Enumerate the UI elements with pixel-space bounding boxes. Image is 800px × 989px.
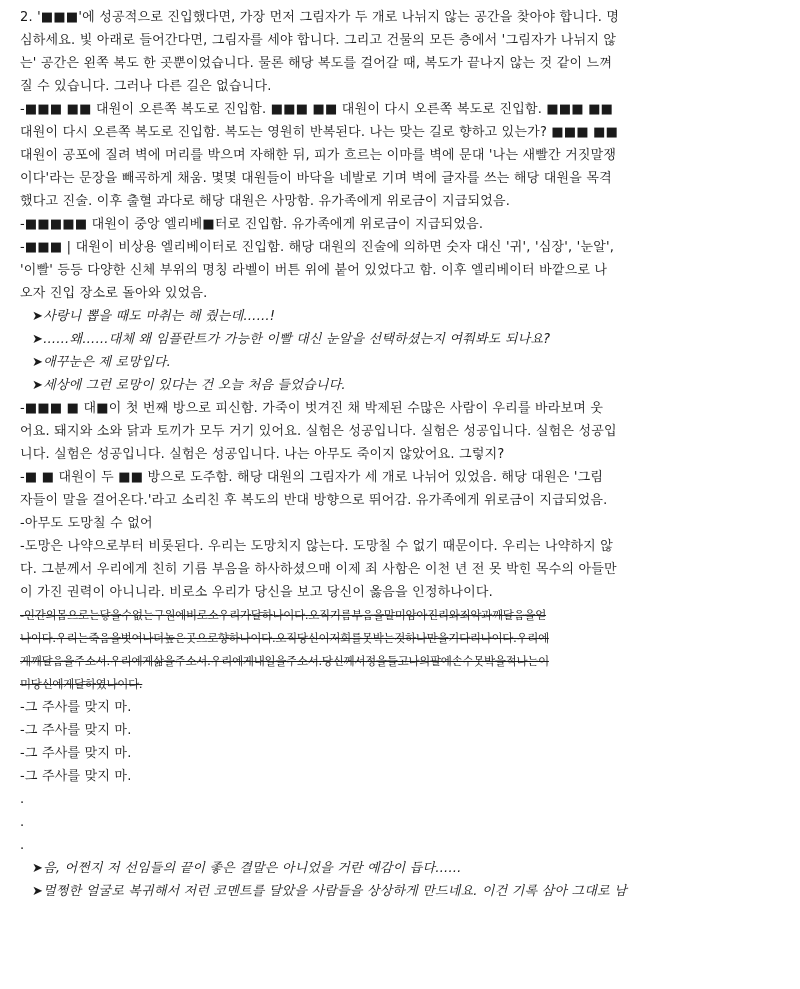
text-line: -■ ■ 대원이 두 ■■ 방으로 도주함. 해당 대원의 그림자가 세 개로 나뉘어 있었음. 해당 대원은 '그림 [20, 470, 604, 485]
text-line: 했다고 진술. 이후 출혈 과다로 해당 대원은 사망함. 유가족에게 위로금이 지급되었음. [20, 194, 511, 209]
text-line: -아무도 도망칠 수 없어 [20, 516, 153, 531]
text-line: 이 가진 권력이 아니니라. 비로소 우리가 당신을 보고 당신이 옳음을 인정하나이다. [20, 585, 494, 600]
text-line: -■■■■■ 대원이 중앙 엘리베■터로 진입함. 유가족에게 위로금이 지급되었음. [20, 217, 484, 232]
text-line: -그 주사를 맞지 마. [20, 746, 132, 761]
text-line: 질 수 있습니다. 그러나 다른 길은 없습니다. [20, 79, 272, 94]
text-line: -그 주사를 맞지 마. [20, 769, 132, 784]
comment-line: ➤……왜……대체 왜 임플란트가 가능한 이빨 대신 눈알을 선택하셨는지 여쭤봐도 되나요? [32, 332, 551, 347]
text-line: . [20, 838, 25, 853]
comment-line: ➤사랑니 뽑을 때도 마취는 해 줬는데……! [32, 309, 276, 324]
text-line: 자들이 말을 걸어온다.'라고 소리친 후 복도의 반대 방향으로 뛰어감. 유가족에게 위로금이 지급되었음. [20, 493, 608, 508]
comment-line: ➤음, 어쩐지 저 선임들의 끝이 좋은 결말은 아니었을 거란 예감이 듭다…… [32, 861, 462, 876]
text-line: . [20, 815, 25, 830]
comment-line: ➤세상에 그런 로망이 있다는 건 오늘 처음 들었습니다. [32, 378, 346, 393]
strikethrough-line: 게깨달음을주소서.우리에게삶을주소서.우리에게내일을주소서.당신께서정을들고나의팔에손수못박을적나는이 [20, 654, 549, 668]
comment-line: ➤멀쩡한 얼굴로 복귀해서 저런 코멘트를 달았을 사람들을 상상하게 만드네요. 이건 기록 삼아 그대로 남 [32, 884, 627, 899]
text-line: 2. '■■■'에 성공적으로 진입했다면, 가장 먼저 그림자가 두 개로 나뉘지 않는 공간을 찾아야 합니다. 명 [20, 10, 620, 25]
text-line: 다. 그분께서 우리에게 친히 기름 부음을 하사하셨으매 이제 죄 사함은 이천 년 전 못 박힌 목수의 아들만 [20, 562, 617, 577]
comment-line: ➤애꾸눈은 제 로망입다. [32, 355, 171, 370]
text-line: -그 주사를 맞지 마. [20, 700, 132, 715]
text-line: -그 주사를 맞지 마. [20, 723, 132, 738]
text-line: 심하세요. 빛 아래로 들어간다면, 그림자를 세야 합니다. 그리고 건물의 모든 층에서 '그림자가 나뉘지 않 [20, 33, 617, 48]
text-line: -■■■ | 대원이 비상용 엘리베이터로 진입함. 해당 대원의 진술에 의하면 숫자 대신 '귀', '심장', '눈알', [20, 240, 615, 255]
text-line: -■■■ ■■ 대원이 오른쪽 복도로 진입함. ■■■ ■■ 대원이 다시 오른쪽 복도로 진입함. ■■■ ■■ [20, 102, 614, 117]
strikethrough-line: 나이다.우리는죽음을벗어나더높은곳으로향하나이다.오직당신이저희를못박는것하나만을기다리나이다.우리에 [20, 631, 549, 645]
text-line: 대원이 공포에 질려 벽에 머리를 박으며 자해한 뒤, 피가 흐르는 이마를 벽에 문대 '나는 새빨간 거짓말쟁 [20, 148, 617, 163]
text-line: 니다. 실험은 성공입니다. 실험은 성공입니다. 나는 아무도 죽이지 않았어요. 그렇지? [20, 447, 505, 462]
text-line: . [20, 792, 25, 807]
text-line: 대원이 다시 오른쪽 복도로 진입함. 복도는 영원히 반복된다. 나는 맞는 길로 향하고 있는가? ■■■ ■■ [20, 125, 619, 140]
text-line: -도망은 나약으로부터 비롯된다. 우리는 도망치지 않는다. 도망칠 수 없기 때문이다. 우리는 나약하지 않 [20, 539, 613, 554]
text-line: 는' 공간은 왼쪽 복도 한 곳뿐이었습니다. 물론 해당 복도를 걸어갈 때, 복도가 끝나지 않는 것 같이 느껴 [20, 56, 613, 71]
text-line: 이다'라는 문장을 빼곡하게 채움. 몇몇 대원들이 바닥을 네발로 기며 벽에 글자를 쓰는 해당 대원을 목격 [20, 171, 612, 186]
strikethrough-line: 미당신에게달하였나이다. [20, 677, 143, 691]
text-line: '이빨' 등등 다양한 신체 부위의 명칭 라벨이 버튼 위에 붙어 있었다고 함. 이후 엘리베이터 바깥으로 나 [20, 263, 608, 278]
strikethrough-line: -인간의몸으로는닿을수없는구원에비로소우리가달하나이다.오직기름부음을말미암아진리와죄악과깨달음을얻 [20, 608, 547, 622]
text-line: 어요. 돼지와 소와 닭과 토끼가 모두 거기 있어요. 실험은 성공입니다. 실험은 성공입니다. 실험은 성공입 [20, 424, 617, 439]
text-line: 오자 진입 장소로 돌아와 있었음. [20, 286, 208, 301]
text-line: -■■■ ■ 대■이 첫 번째 방으로 피신함. 가죽이 벗겨진 채 박제된 수많은 사람이 우리를 바라보며 웃 [20, 401, 604, 416]
